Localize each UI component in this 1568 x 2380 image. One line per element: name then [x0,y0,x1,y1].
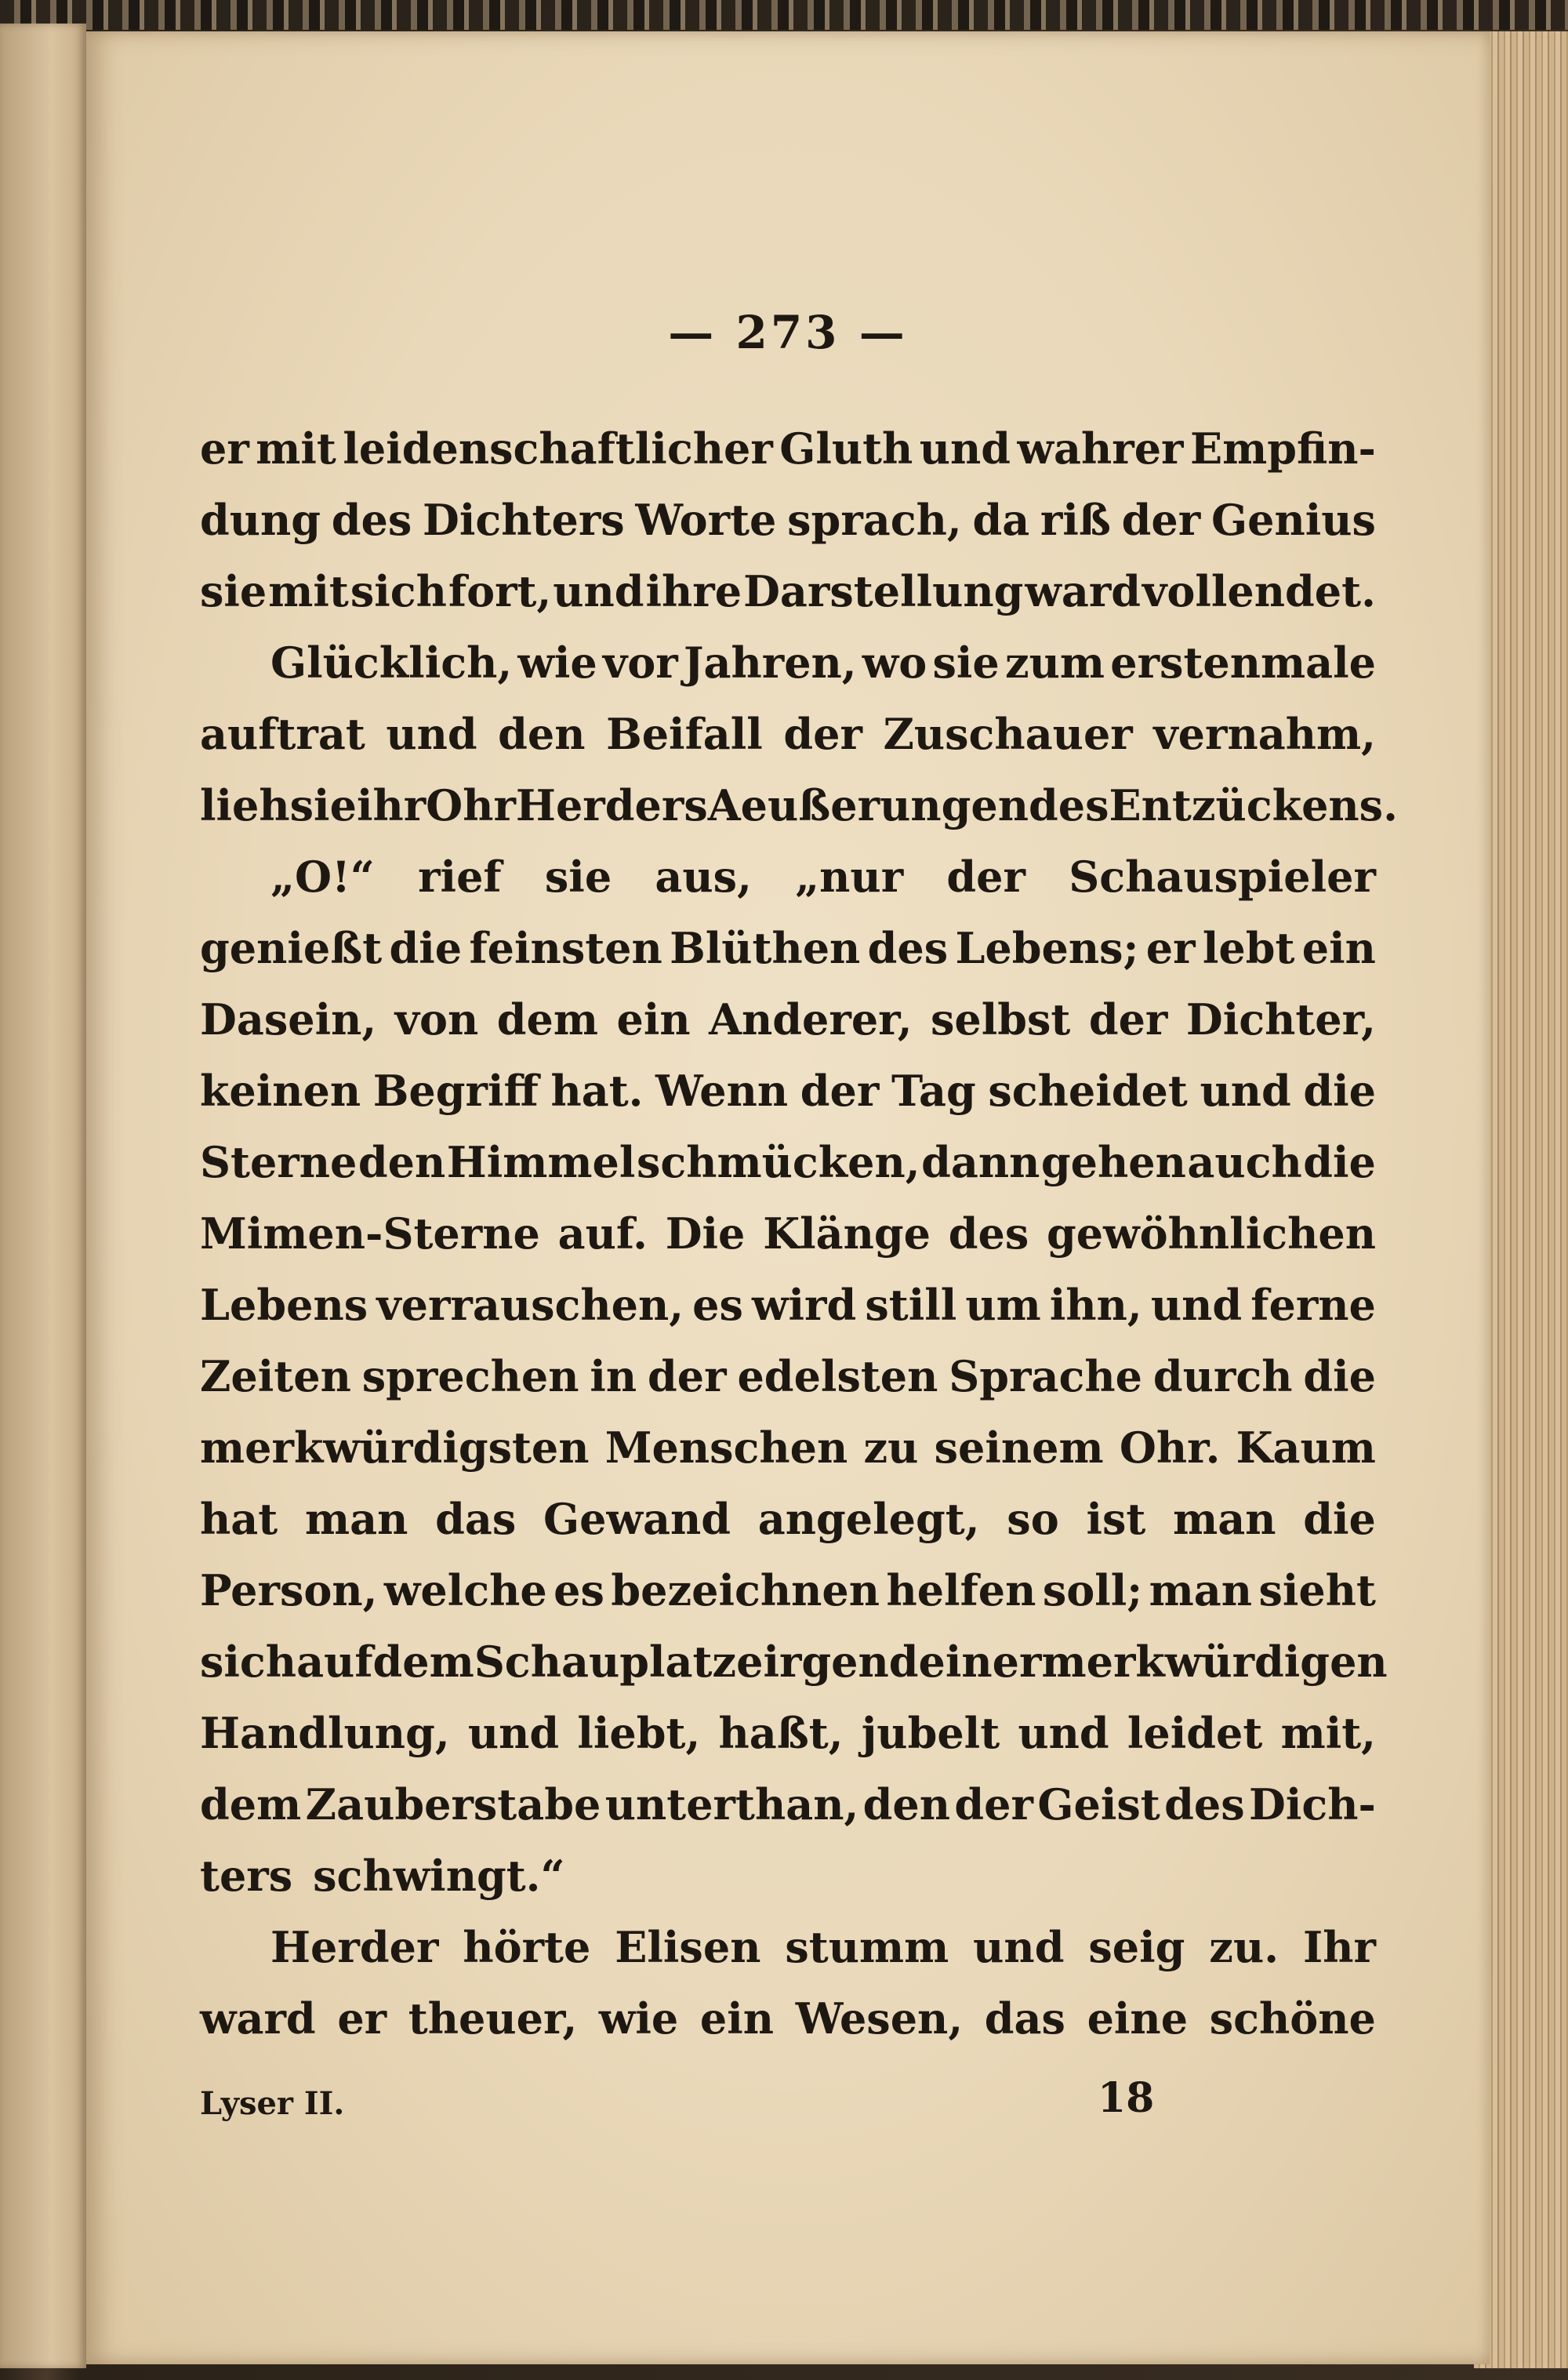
word: schöne [1209,1993,1376,2044]
word: stumm [785,1922,949,1972]
word: keinen [200,1066,361,1116]
word: welche [383,1565,547,1615]
text-line [200,1066,1376,1137]
word: gewöhnlichen [1047,1208,1376,1259]
word: Wesen, [795,1993,964,2044]
word: und [386,709,477,759]
word: durch [1152,1351,1293,1401]
word: genießt [200,923,383,973]
word: sprechen [361,1351,579,1401]
word: erstenmale [1110,638,1376,688]
word: Dichters [423,495,625,545]
word: Herder [270,1922,439,1972]
text-line [200,638,1376,709]
word: Klänge [763,1208,931,1259]
word: ferne [1250,1280,1376,1330]
word: der [1088,994,1168,1045]
word: Gewand [543,1494,731,1544]
word: und [467,1708,560,1758]
word: soll; [1042,1565,1143,1615]
word: Menschen [604,1423,848,1473]
word: Ohr [426,780,516,830]
word: Begriff [372,1066,539,1116]
word: mit [268,566,349,616]
word: selbst [930,994,1071,1045]
word: und [1150,1280,1243,1330]
signature-mark: Lyser II. [200,2085,345,2122]
word: theuer, [408,1993,578,2044]
word: die [389,923,463,973]
text-line [200,1708,1376,1779]
word: scheidet [988,1066,1188,1116]
word: man [1149,1565,1253,1615]
word: gehen [1040,1137,1186,1187]
word: fort, [448,566,552,616]
word: sie [544,852,612,902]
word: Tag [891,1066,976,1116]
word: Dasein, [200,994,377,1045]
text-line [200,495,1376,566]
word: Schauspieler [1069,852,1376,902]
text-line [200,1922,1376,1993]
word: leidet [1127,1708,1263,1758]
word: sie [200,566,267,616]
word: der [783,709,862,759]
word: Herders [515,780,708,830]
word: Entzückens. [1109,780,1398,830]
word: jubelt [861,1708,1000,1758]
word: Handlung, [200,1708,450,1758]
word: der [1121,495,1201,545]
word: das [984,1993,1065,2044]
word: „O!“ [270,852,375,902]
word: ward [200,1993,316,2044]
word: zum [1004,638,1105,688]
word: Kaum [1236,1423,1376,1473]
word: ein [1301,923,1376,973]
word: er [200,423,249,474]
page-number: — 273 — [668,306,908,359]
text-line [200,1565,1376,1637]
word: ihre [645,566,742,616]
word: wird [752,1280,857,1330]
word: unterthan, [604,1779,859,1830]
word: merkwürdigsten [200,1423,590,1473]
word: in [590,1351,637,1401]
text-line [200,1779,1376,1851]
text-line [200,1423,1376,1494]
word: den [498,709,586,759]
word: Wenn [655,1066,789,1116]
word: der [946,852,1025,902]
word: Schauplatze [474,1637,764,1687]
book-cover-edge [0,0,1568,30]
word: des [1164,1779,1245,1830]
word: die [1303,1137,1376,1187]
word: Glücklich, [270,638,513,688]
word: rief [418,852,502,902]
word: des [331,495,412,545]
word: „nur [795,852,904,902]
word: um [965,1280,1041,1330]
word: hat [200,1494,278,1544]
word: den [358,1137,446,1187]
word: Jahren, [683,638,857,688]
word: das [435,1494,517,1544]
word: man [304,1494,408,1544]
word: die [1303,1351,1376,1401]
word: einer [918,1637,1042,1687]
word: Dich- [1249,1779,1376,1830]
word: der [648,1351,727,1401]
text-line [200,1637,1388,1708]
text-line [200,423,1376,495]
word: zu. [1209,1922,1279,1972]
word: Ohr. [1119,1423,1221,1473]
word: auch [1187,1137,1302,1187]
word: dem [372,1637,474,1687]
word: sieht [1258,1565,1376,1615]
word: wo [862,638,927,688]
word: auf. [557,1208,648,1259]
word: wie [517,638,597,688]
word: und [973,1922,1065,1972]
page-footer [200,2074,1376,2137]
word: so [1007,1494,1059,1544]
word: irgend [763,1637,919,1687]
text-line [200,1351,1376,1423]
word: eine [1087,1993,1189,2044]
word: wie [598,1993,679,2044]
text-line [200,923,1376,994]
word: bezeichnen [611,1565,880,1615]
word: schwingt.“ [313,1851,565,1901]
text-line [200,1494,1376,1565]
word: Beifall [606,709,763,759]
word: Anderer, [709,994,913,1045]
word: seig [1088,1922,1185,1972]
word: Mimen-Sterne [200,1208,540,1259]
word: aus, [655,852,752,902]
word: ein [616,994,691,1045]
word: Lebens [200,1280,368,1330]
word: vor [602,638,678,688]
word: ters [200,1851,293,1901]
word: es [692,1280,743,1330]
word: dem [496,994,599,1045]
word: leidenschaftlicher [343,423,773,474]
word: Genius [1210,495,1376,545]
word: man [1173,1494,1276,1544]
word: er [337,1993,387,2044]
word: und [919,423,1011,474]
word: still [865,1280,957,1330]
word: lieh [200,780,290,830]
word: Aeußerungen [707,780,1029,830]
word: Zuschauer [883,709,1133,759]
word: wahrer [1017,423,1184,474]
word: Worte [635,495,777,545]
word: ist [1086,1494,1146,1544]
word: Zauberstabe [305,1779,601,1830]
word: ein [699,1993,775,2044]
word: Die [665,1208,746,1259]
word: merkwürdigen [1041,1637,1388,1687]
word: mit, [1280,1708,1376,1758]
body-text [200,423,1398,2065]
word: feinsten [469,923,662,973]
word: des [948,1208,1029,1259]
word: ward [1025,566,1142,616]
text-line [200,1280,1376,1351]
text-line [200,566,1376,638]
word: Blüthen [670,923,861,973]
word: der [954,1779,1033,1830]
word: sich [350,566,447,616]
word: Elisen [615,1922,761,1972]
word: verrauschen, [376,1280,684,1330]
word: Himmel [446,1137,636,1187]
word: vernahm, [1153,709,1376,759]
word: des [1028,780,1109,830]
word: Sprache [949,1351,1142,1401]
word: Geist [1037,1779,1160,1830]
word: haßt, [718,1708,844,1758]
word: er [1145,923,1196,973]
previous-page-edge [0,24,86,2368]
word: hat. [550,1066,644,1116]
text-line [200,1851,1376,1922]
word: dung [200,495,321,545]
book-page [86,31,1490,2364]
text-line [200,709,1376,780]
word: des [867,923,949,973]
word: sie [289,780,357,830]
word: seinem [934,1423,1104,1473]
word: edelsten [737,1351,938,1401]
word: dem [200,1779,302,1830]
word: die [1303,1066,1376,1116]
word: sprach, [787,495,962,545]
word: Sterne [200,1137,358,1187]
word: und [553,566,644,616]
word: riß [1040,495,1111,545]
word: zu [863,1423,919,1473]
word: auftrat [200,709,365,759]
text-line [200,1208,1376,1280]
word: von [394,994,479,1045]
word: den [862,1779,951,1830]
text-line [200,1993,1376,2065]
word: dann [921,1137,1040,1187]
text-line [200,994,1376,1066]
text-line [200,852,1376,923]
word: die [1303,1494,1376,1544]
word: ihn, [1049,1280,1142,1330]
word: Dichter, [1185,994,1376,1045]
word: Zeiten [200,1351,351,1401]
word: ihr [356,780,426,830]
word: schmücken, [636,1137,920,1187]
word: Darstellung [743,566,1024,616]
word: der [800,1066,880,1116]
word: helfen [886,1565,1036,1615]
word: mit [256,423,336,474]
word: hörte [463,1922,591,1972]
word: es [554,1565,604,1615]
word: angelegt, [757,1494,980,1544]
word: sie [932,638,1000,688]
word: sich [200,1637,297,1687]
text-line [200,780,1398,852]
word: Gluth [779,423,913,474]
word: Person, [200,1565,378,1615]
word: und [1200,1066,1291,1116]
text-line [200,1137,1376,1208]
word: Ihr [1302,1922,1376,1972]
word: Empfin- [1189,423,1376,474]
word: Lebens; [955,923,1139,973]
word: liebt, [577,1708,701,1758]
word: vollendet. [1142,566,1376,616]
sheet-number: 18 [1098,2074,1155,2122]
word: auf [296,1637,373,1687]
word: lebt [1202,923,1295,973]
word: und [1018,1708,1109,1758]
word: da [972,495,1030,545]
